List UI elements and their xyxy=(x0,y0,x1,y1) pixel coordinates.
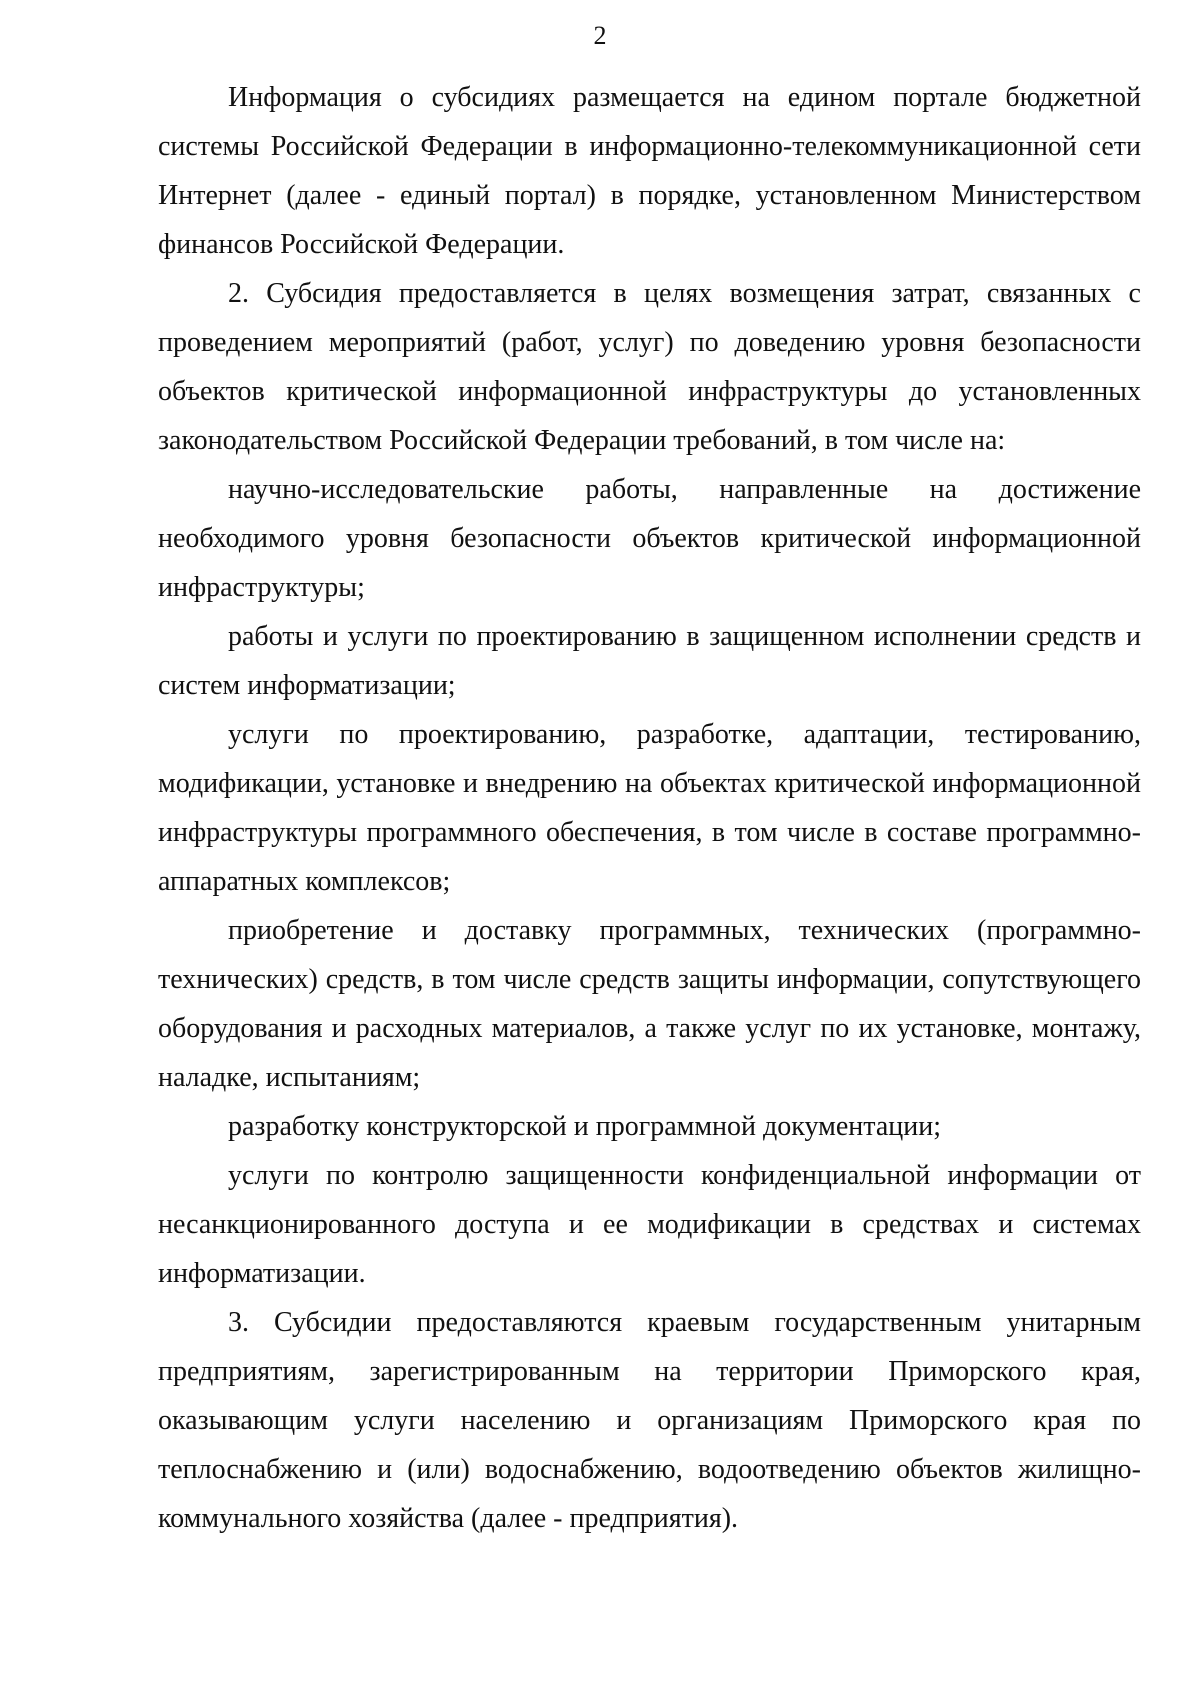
paragraph-research-work: научно-исследовательские работы, направленные на достижение необходимого уровня безопасности объектов критической информационной инфраструктуры; xyxy=(158,474,1141,603)
page-number: 2 xyxy=(593,21,607,50)
paragraph-software-services: услуги по проектированию, разработке, адаптации, тестированию, модификации, установке и внедрению на объектах критической информационной инфраструктуры программного обеспечения, в том числе в составе программно-аппаратных комплексов; xyxy=(158,719,1141,897)
paragraph-acquisition: приобретение и доставку программных, технических (программно-технических) средств, в том числе средств защиты информации, сопутствующего оборудования и расходных материалов, а также услуг по их установке, монтажу, наладке, испытаниям; xyxy=(158,915,1141,1093)
paragraph-design-work: работы и услуги по проектированию в защищенном исполнении средств и систем информатизации; xyxy=(158,621,1141,701)
paragraph-3-recipients: 3. Субсидии предоставляются краевым государственным унитарным предприятиям, зарегистрированным на территории Приморского края, оказывающим услуги населению и организациям Приморского края по теплоснабжению и (или) водоснабжению, водоотведению объектов жилищно-коммунального хозяйства (далее - предприятия). xyxy=(158,1307,1141,1534)
document-body xyxy=(158,73,1141,1543)
paragraph-subsidy-info: Информация о субсидиях размещается на едином портале бюджетной системы Российской Федерации в информационно-телекоммуникационной сети Интернет (далее - единый портал) в порядке, установленном Министерством финансов Российской Федерации. xyxy=(158,82,1141,260)
paragraph-2-purpose: 2. Субсидия предоставляется в целях возмещения затрат, связанных с проведением мероприятий (работ, услуг) по доведению уровня безопасности объектов критической информационной инфраструктуры до установленных законодательством Российской Федерации требований, в том числе на: xyxy=(158,278,1141,456)
paragraph-security-control: услуги по контролю защищенности конфиденциальной информации от несанкционированного доступа и ее модификации в средствах и системах информатизации. xyxy=(158,1160,1141,1289)
paragraph-documentation: разработку конструкторской и программной документации; xyxy=(228,1111,941,1142)
